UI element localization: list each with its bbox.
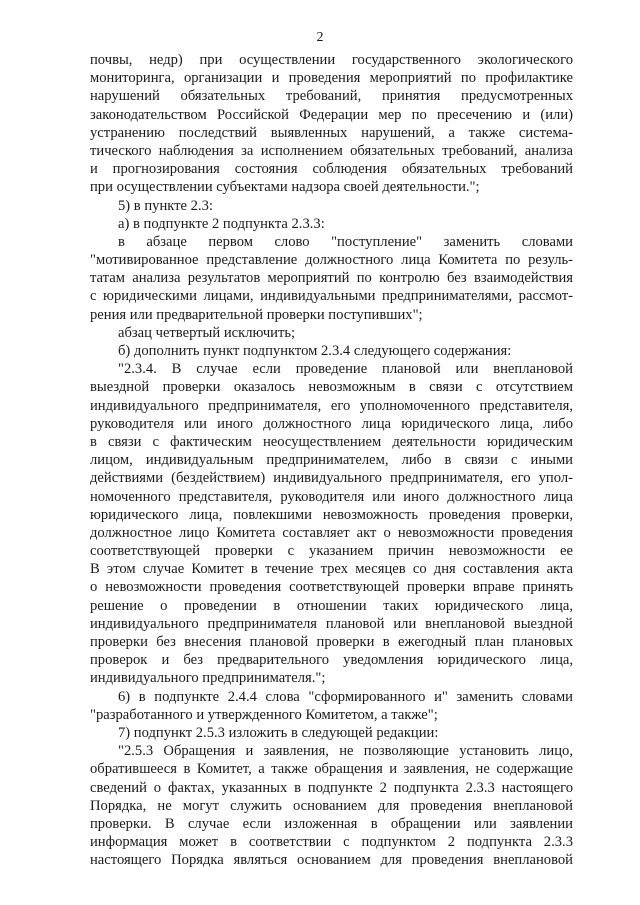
text-line: индивидуального предпринимателя.";	[90, 670, 326, 687]
text-line: номоченного представителя, руководителя или иного должностного лица	[90, 488, 573, 505]
text-line: проверки без внесения плановой проверки в ежегодный план плановых	[90, 634, 573, 650]
text-line: б) дополнить пункт подпунктом 2.3.4 следующего содержания:	[118, 343, 512, 359]
text-line: обратившееся в Комитет, а также обращения и заявления, не содержащие	[90, 761, 573, 778]
document-body	[90, 51, 573, 869]
text-line: должностное лицо Комитета составляет акт о невозможности проведения	[90, 524, 573, 541]
text-line: соответствующей проверки с указанием причин невозможности ее	[90, 543, 573, 560]
text-line: "мотивированное представление должностного лица Комитета по резуль-	[90, 252, 573, 269]
text-line: о невозможности проведения соответствующей проверки вправе принять	[90, 579, 573, 596]
text-line: 5) в пункте 2.3:	[118, 197, 213, 214]
text-line: почвы, недр) при осуществлении государственного экологического	[90, 52, 573, 68]
text-line: 7) подпункт 2.5.3 изложить в следующей редакции:	[118, 724, 439, 741]
text-line: настоящего Порядка являться основанием для проведения внеплановой	[90, 852, 573, 869]
text-line: "2.3.4. В случае если проведение плановой или внеплановой	[118, 361, 573, 378]
text-line: руководителя или иного должностного лица юридического лица, либо	[90, 415, 573, 432]
text-line: рения или предварительной проверки поступивших";	[90, 306, 423, 323]
text-line: проверок и без предварительного уведомления юридического лица,	[90, 652, 573, 669]
text-line: индивидуального предпринимателя плановой или внеплановой выездной	[90, 615, 573, 632]
text-line: лицом, индивидуальным предпринимателем, либо в связи с иными	[90, 452, 573, 469]
text-line: действиями (бездействием) индивидуального предпринимателя, его упол-	[90, 470, 573, 487]
text-line: "разработанного и утвержденного Комитетом, а также";	[90, 706, 438, 723]
text-line: юридического лица, повлекшими невозможность проведения проверки,	[90, 506, 573, 523]
text-line: выездной проверки оказалось невозможным в связи с отсутствием	[90, 379, 573, 396]
text-line: решение о проведении в отношении таких юридического лица,	[90, 597, 573, 614]
text-line: информация может в соответствии с подпунктом 2 подпункта 2.3.3	[90, 834, 573, 851]
text-line: 6) в подпункте 2.4.4 слова "сформированного и" заменить словами	[118, 688, 573, 705]
text-line: законодательством Российской Федерации мер по пресечению и (или)	[90, 106, 573, 123]
text-line: мониторинга, организации и проведения мероприятий по профилактике	[90, 70, 573, 87]
text-line: "2.5.3 Обращения и заявления, не позволяющие установить лицо,	[118, 743, 573, 760]
text-line: нарушений обязательных требований, принятия предусмотренных	[90, 88, 573, 105]
text-line: Порядка, не могут служить основанием для проведения внеплановой	[90, 797, 573, 814]
text-line: при осуществлении субъектами надзора своей деятельности.";	[90, 179, 480, 196]
text-line: тического наблюдения за исполнением обязательных требований, анализа	[90, 142, 573, 159]
text-line: В этом случае Комитет в течение трех месяцев со дня составления акта	[90, 561, 573, 578]
text-line: татам анализа результатов мероприятий по контролю без взаимодействия	[90, 270, 573, 287]
text-line: сведений о фактах, указанных в подпункте 2 подпункта 2.3.3 настоящего	[90, 779, 573, 796]
text-line: проверки. В случае если изложенная в обращении или заявлении	[90, 815, 573, 832]
text-line: а) в подпункте 2 подпункта 2.3.3:	[118, 215, 325, 232]
text-line: в абзаце первом слово "поступление" заменить словами	[118, 233, 573, 250]
text-line: устранению последствий выявленных нарушений, а также система-	[90, 124, 573, 141]
text-line: и прогнозирования состояния соблюдения обязательных требований	[90, 161, 573, 178]
text-line: индивидуального предпринимателя, его уполномоченного представителя,	[90, 397, 573, 414]
text-line: в связи с фактическим неосуществлением деятельности юридическим	[90, 433, 573, 450]
page-number: 2	[316, 30, 324, 45]
text-line: с юридическими лицами, индивидуальными предпринимателями, рассмот-	[90, 288, 573, 305]
text-line: абзац четвертый исключить;	[118, 324, 296, 341]
